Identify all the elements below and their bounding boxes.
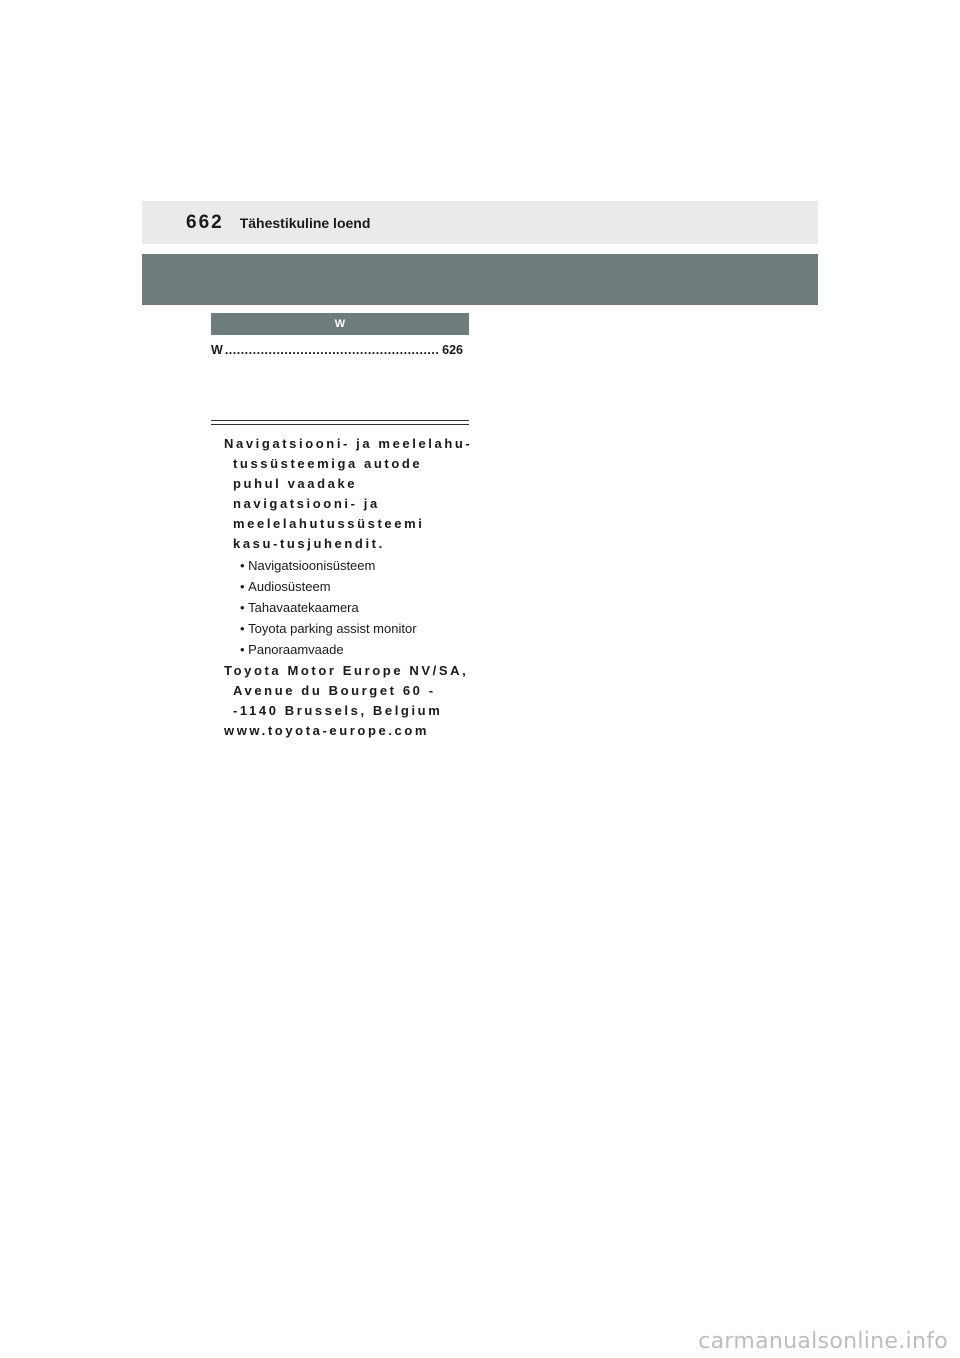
manual-list xyxy=(240,555,474,660)
list-item: • Audiosüsteem xyxy=(240,576,474,597)
index-entry-term: W xyxy=(211,343,223,357)
watermark: carmanualsonline.info xyxy=(698,1329,948,1354)
page-header xyxy=(142,201,818,244)
list-item: • Tahavaatekaamera xyxy=(240,597,474,618)
section-divider xyxy=(211,420,469,425)
index-letter-heading: W xyxy=(211,313,469,335)
list-item: • Navigatsioonisüsteem xyxy=(240,555,474,576)
dot-leader xyxy=(225,343,440,357)
address-text: Toyota Motor Europe NV/SA, Avenue du Bourget 60 - -1140 Brussels, Belgium xyxy=(224,663,469,718)
note-intro: Navigatsiooni- ja meelelahu-tussüsteemiga autode puhul vaadake navigatsiooni- ja meelelahutussüsteemi kasu-tusjuhendit. xyxy=(224,436,473,551)
header-band xyxy=(142,254,818,305)
navigation-note xyxy=(224,434,474,741)
list-item: • Panoraamvaade xyxy=(240,639,474,660)
publisher-address xyxy=(224,661,474,741)
index-entry-page: 626 xyxy=(442,343,463,357)
index-entry[interactable] xyxy=(211,343,463,361)
section-title: Tähestikuline loend xyxy=(239,214,371,231)
list-item: • Toyota parking assist monitor xyxy=(240,618,474,639)
page-number: 662 xyxy=(186,211,224,233)
website-link[interactable]: www.toyota-europe.com xyxy=(224,723,430,738)
